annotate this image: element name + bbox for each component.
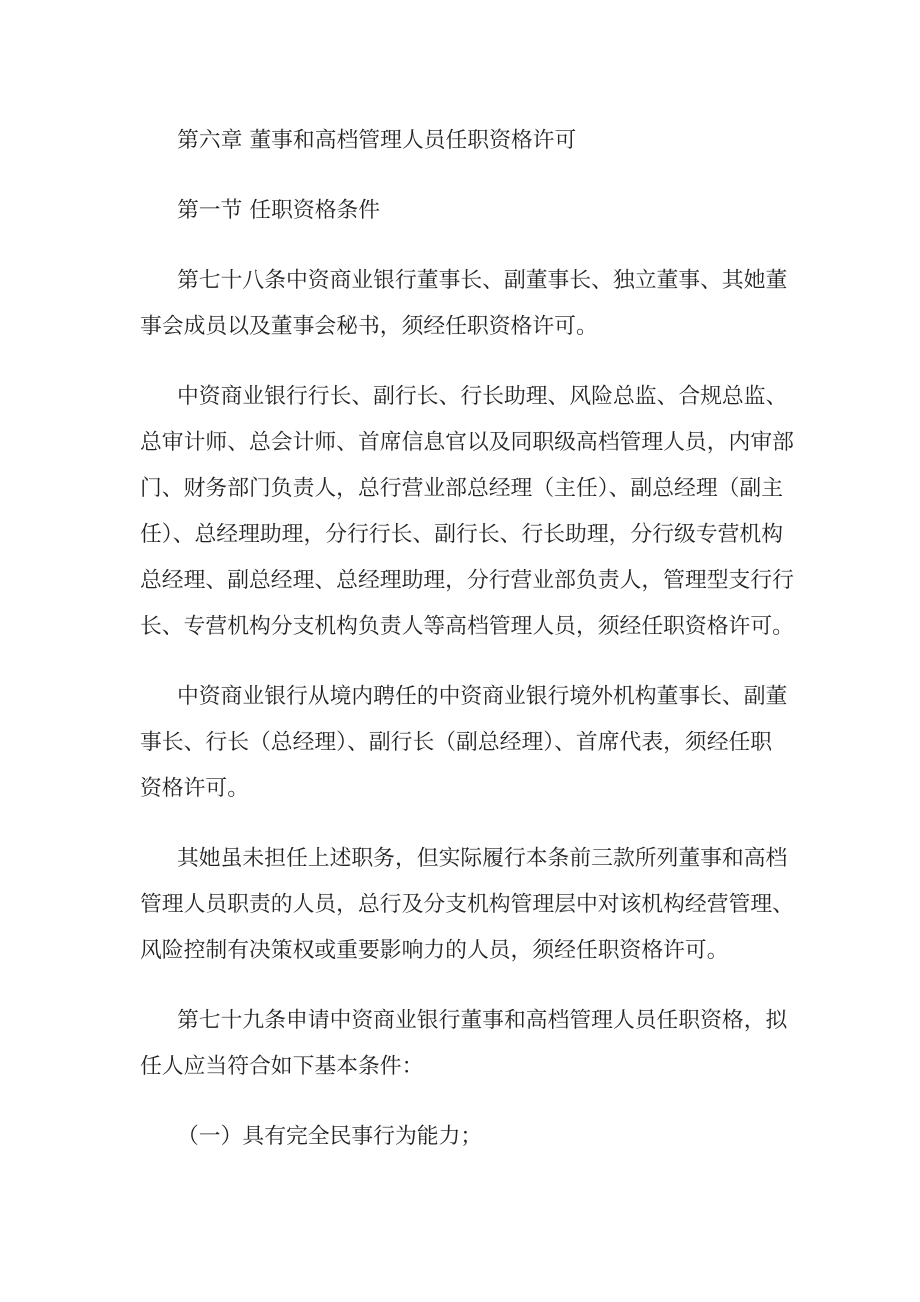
paragraph-line: 风险控制有决策权或重要影响力的人员，须经任职资格许可。 [140,938,729,963]
paragraph-line: 第七十九条申请中资商业银行董事和高档管理人员任职资格，拟 [177,1008,788,1033]
paragraph-line: 总审计师、总会计师、首席信息官以及同职级高档管理人员，内审部 [140,430,794,455]
paragraph-line: 任）、总经理助理，分行行长、副行长、行长助理，分行级专营机构 [140,522,784,547]
paragraph [140,258,796,350]
paragraph-line: 任人应当符合如下基本条件： [140,1054,424,1079]
paragraph [140,374,796,650]
paragraph-line: 门、财务部门负责人，总行营业部总经理（主任）、副总经理（副主 [140,476,784,501]
paragraph-line: 总经理、副总经理、总经理助理，分行营业部负责人，管理型支行行 [140,568,794,593]
paragraph [140,1114,796,1160]
paragraph [140,836,796,974]
paragraph-line: 事会成员以及董事会秘书，须经任职资格许可。 [140,314,598,339]
paragraph-line: 中资商业银行行长、副行长、行长助理、风险总监、合规总监、 [177,384,788,409]
document-page [140,118,796,1184]
paragraph-line: 中资商业银行从境内聘任的中资商业银行境外机构董事长、副董 [177,684,788,709]
paragraph [140,998,796,1090]
paragraph-line: 长、专营机构分支机构负责人等高档管理人员，须经任职资格许可。 [140,614,794,639]
paragraph-line: 资格许可。 [140,776,249,801]
chapter-heading: 第六章 董事和高档管理人员任职资格许可 [177,128,577,153]
paragraph-line: 事长、行长（总经理）、副行长（副总经理）、首席代表，须经任职 [140,730,773,755]
paragraph-line: 管理人员职责的人员，总行及分支机构管理层中对该机构经营管理、 [140,892,794,917]
paragraph-line: 第七十八条中资商业银行董事长、副董事长、独立董事、其她董 [177,268,788,293]
section-heading: 第一节 任职资格条件 [177,198,381,223]
paragraph-line: 其她虽未担任上述职务，但实际履行本条前三款所列董事和高档 [177,846,788,871]
paragraph-line: （一）具有完全民事行为能力； [177,1124,483,1149]
paragraph [140,674,796,812]
document-body [140,258,796,1160]
